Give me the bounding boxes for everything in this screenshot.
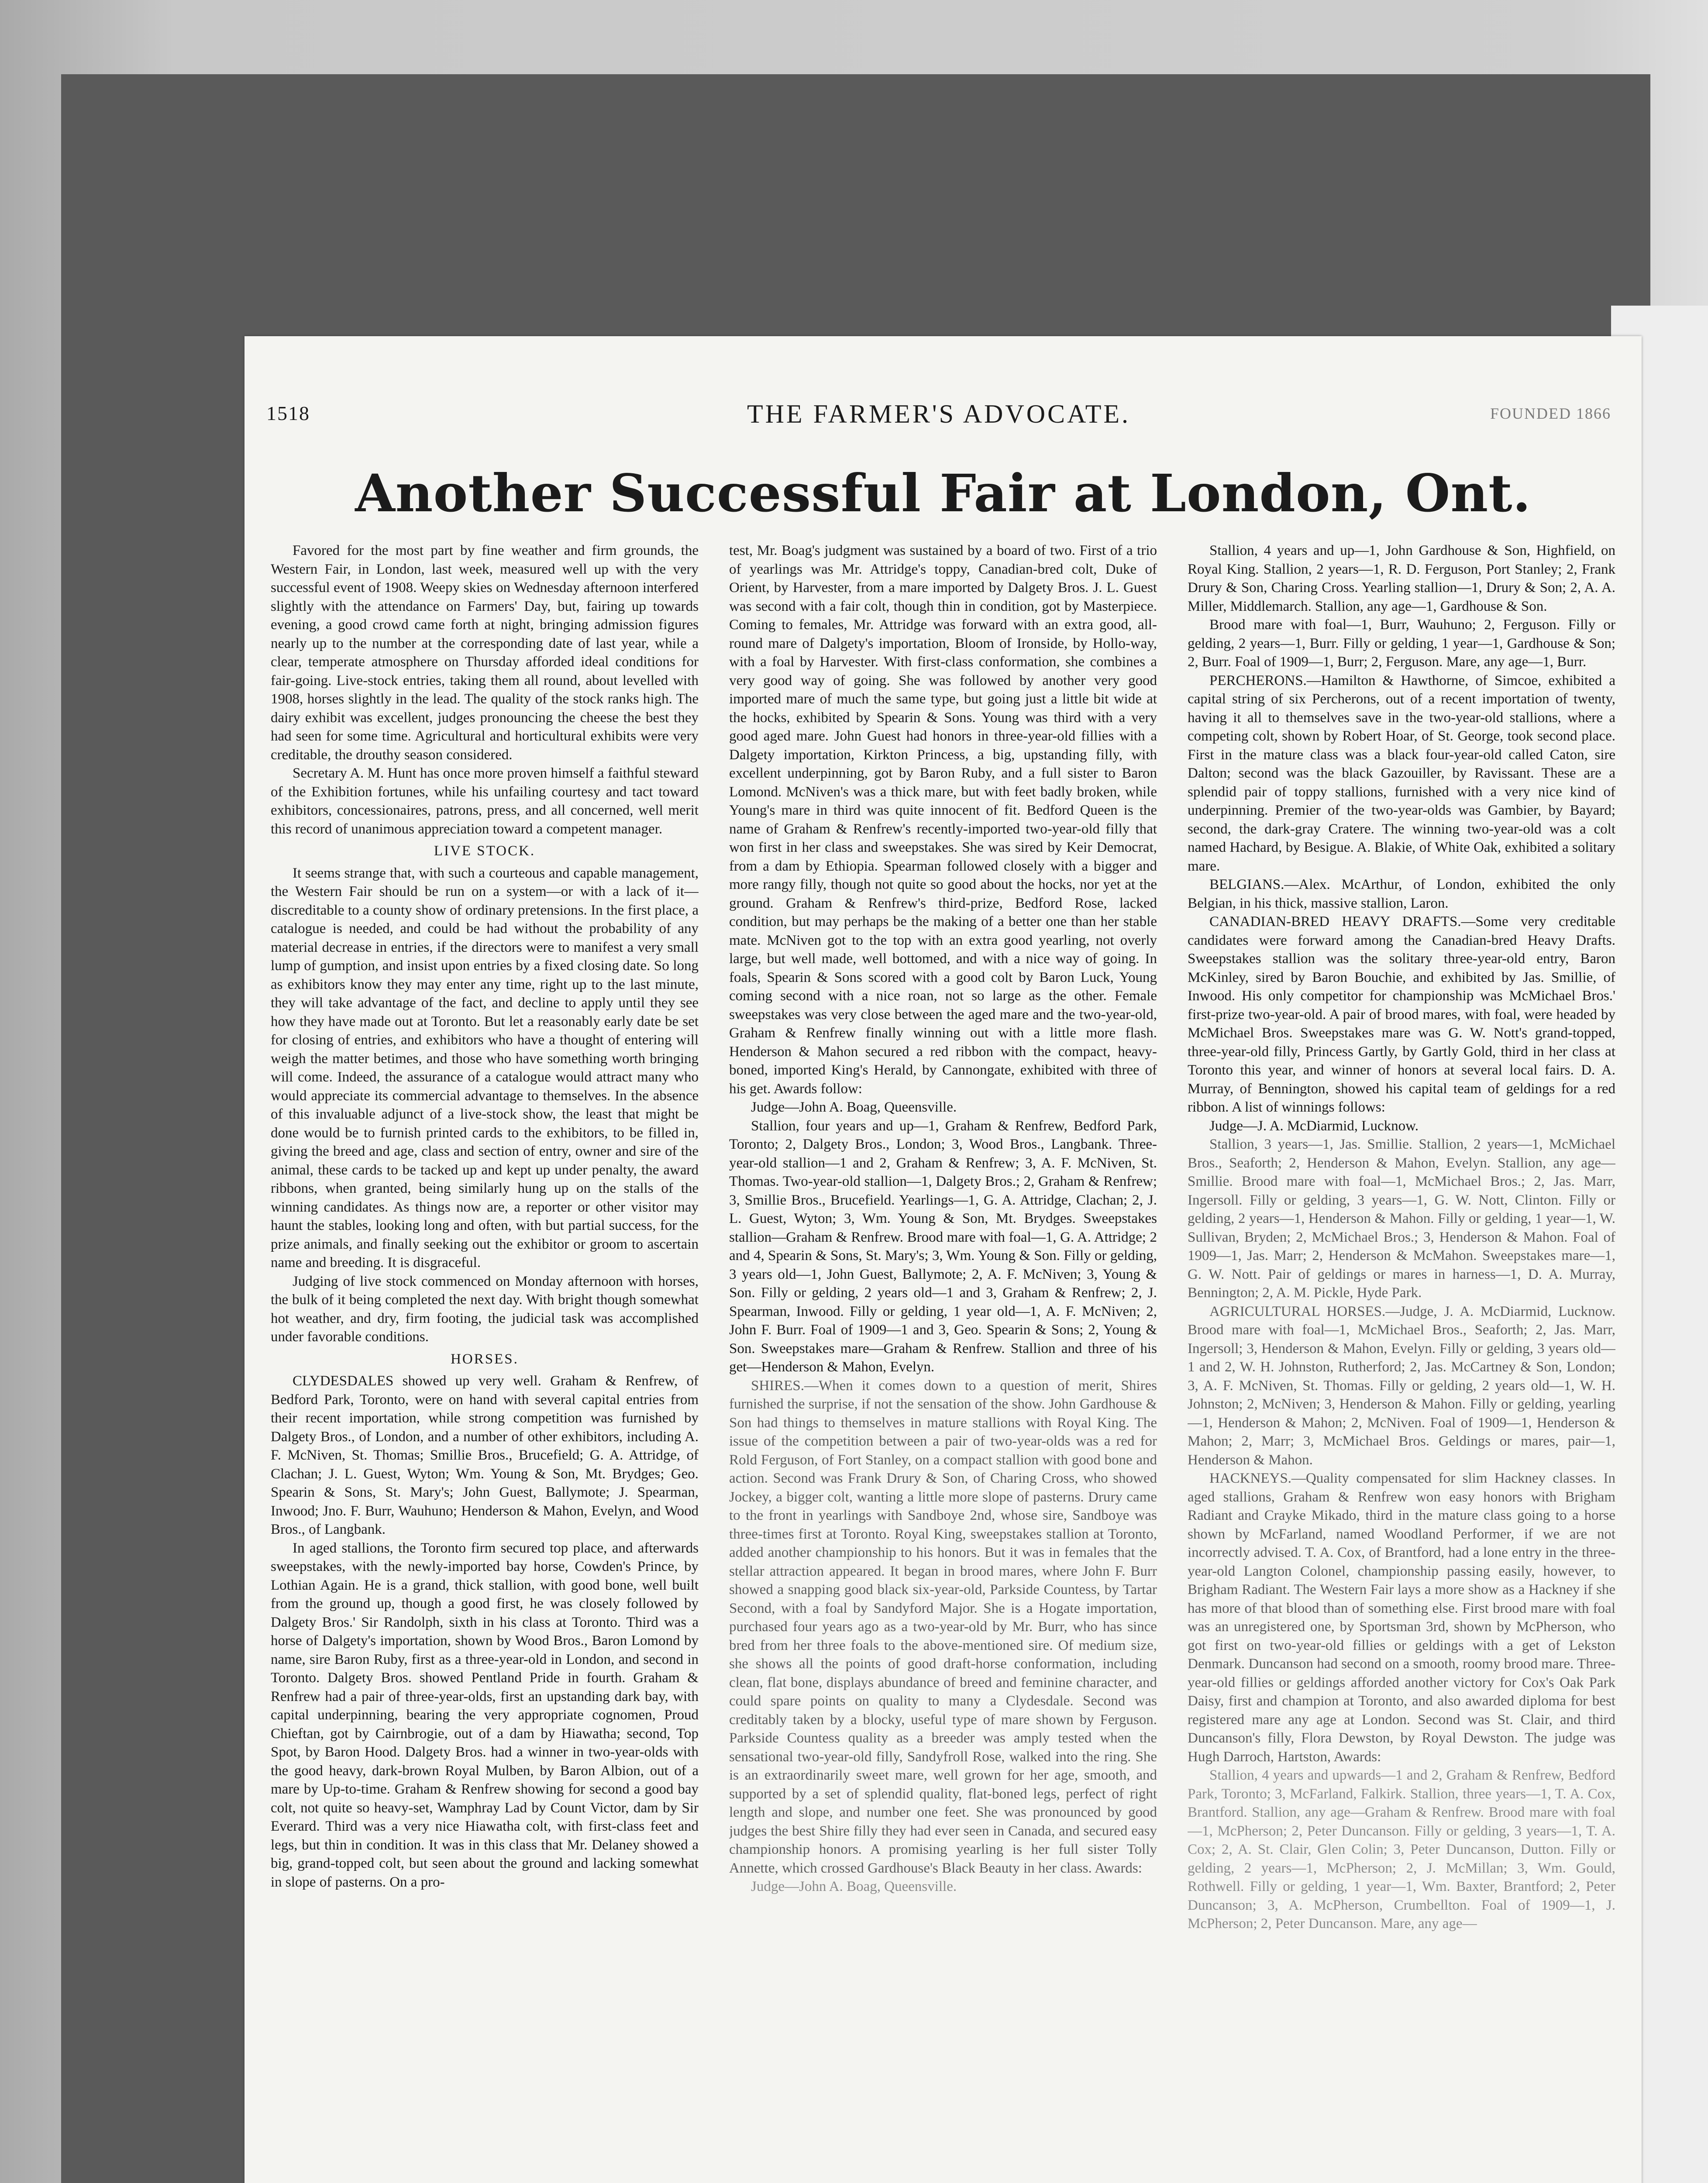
paragraph: HACKNEYS.—Quality compensated for slim Hackney classes. In aged stallions, Graham & Renfrew won easy honors with Brigham Radiant and Crayke Mikado, third in the mature class going to a horse shown by McFarland, named Woodland Performer, if we are not incorrectly advised. T. A. Cox, of Brantford, had a lone entry in the three-year-old Langton Colonel, championship passing easily, however, to Brigham Radiant. The Western Fair lays a more show as a Hackney if she has more of that blood than of something else. First brood mare with foal was an unregistered one, by Sportsman 3rd, shown by McPherson, who got first on two-year-old fillies or geldings with a get of Lekston Denmark. Duncanson had second on a smooth, roomy brood mare. Three-year-old fillies or geldings afforded another victory for Cox's Oak Park Daisy, first and champion at Toronto, and also awarded diploma for best registered mare any age at London. Second was St. Clair, and third Duncanson's filly, Flora Dewston, by Royal Dewston. The judge was Hugh Darroch, Hartston, Awards: bbox=[1188, 1470, 1615, 1765]
paragraph: test, Mr. Boag's judgment was sustained by a board of two. First of a trio of yearlings was Mr. Attridge's toppy, Canadian-bred colt, Duke of Orient, by Harvester, from a mare imported by Dalgety Bros. J. L. Guest was second with a fair colt, though thin in condition, got by Masterpiece. Coming to females, Mr. Attridge was forward with an extra good, all-round mare of Dalgety's importation, Bloom of Ironside, by Hollo-way, with a foal by Harvester. With first-class conformation, she combines a very good way of going. She was followed by another very good imported mare of much the same type, but going just a little bit wide at the hocks, exhibited by Spearin & Sons. Young was third with a very good aged mare. John Guest had honors in three-year-old fillies with a Dalgety importation, Kirkton Princess, a big, upstanding filly, with excellent underpinning, got by Baron Ruby, and a full sister to Baron Lomond. McNiven's was a thick mare, but with feet badly broken, while Young's mare in third was quite innocent of fit. Bedford Queen is the name of Graham & Renfrew's recently-imported two-year-old filly that won first in her class and sweepstakes. She was sired by Keir Democrat, from a dam by Ethiopia. Spearman followed closely with a bigger and more rangy filly, though not quite so good about the hocks, nor yet at the ground. Graham & Renfrew's third-prize, Bedford Rose, lacked condition, but may perhaps be the making of a better one than her stable mate. McNiven got to the top with an extra good yearling, not overly large, but well made, well bottomed, and with a nice way of going. In foals, Spearin & Sons scored with a good colt by Baron Luck, Young coming second with a nice roan, not so large as the other. Female sweepstakes was very close between the aged mare and the two-year-old, Graham & Renfrew finally winning out with a little more flash. Henderson & Mahon secured a red ribbon with the compact, heavy-boned, imported King's Herald, by Cannongate, exhibited with three of his get. Awards follow: bbox=[729, 543, 1157, 1097]
paragraph: CANADIAN-BRED HEAVY DRAFTS.—Some very creditable candidates were forward among the Canadian-bred Heavy Drafts. Sweepstakes stallion was the solitary three-year-old entry, Baron McKinley, sired by Baron Bouchie, and exhibited by Jas. Smillie, of Inwood. His only competitor for championship was McMichael Bros.' first-prize two-year-old. A pair of brood mares, with foal, were headed by McMichael Bros. Sweepstakes mare was G. W. Nott's grand-topped, three-year-old filly, Princess Gartly, by Gartly Gold, third in her class at Toronto this year, and winner of honors at several local fairs. D. A. Murray, of Bennington, showed his capital team of geldings for a red ribbon. A list of winnings follows: bbox=[1188, 914, 1615, 1115]
awards-list: Stallion, 4 years and upwards—1 and 2, Graham & Renfrew, Bedford Park, Toronto; 3, McFarland, Falkirk. Stallion, three years—1, T. A. Cox, Brantford. Stallion, any age—Graham & Renfrew. Brood mare with foal—1, McPherson; 2, Peter Duncanson. Filly or gelding, 3 years—1, T. A. Cox; 2, A. St. Clair, Glen Colin; 3, Peter Duncanson, Dutton. Filly or gelding, 2 years—1, McPherson; 2, J. McMillan; 3, Wm. Gould, Rothwell. Filly or gelding, 1 year—1, Wm. Baxter, Brantford; 2, Peter Duncanson; 3, A. McPherson, Crumbellton. Foal of 1909—1, J. McPherson; 2, Peter Duncanson. Mare, any age— bbox=[1188, 1767, 1615, 1932]
article-columns bbox=[271, 541, 1615, 2183]
running-title: THE FARMER'S ADVOCATE. bbox=[747, 399, 1131, 428]
column-left bbox=[271, 541, 699, 2183]
paragraph: Secretary A. M. Hunt has once more proven himself a faithful steward of the Exhibition fortunes, while his unfailing courtesy and tact toward exhibitors, concessionaires, patrons, press, and all concerned, well merit this record of unanimous appreciation toward a competent manager. bbox=[271, 765, 699, 837]
paragraph: Favored for the most part by fine weather and firm grounds, the Western Fair, in London, last week, measured well up with the very successful event of 1908. Weepy skies on Wednesday afternoon interfered slightly with the attendance on Farmers' Day, but, fairing up towards evening, a good crowd came forth at night, bringing admission figures nearly up to the number at the corresponding date of last year, while a clear, temperate atmosphere on Thursday afforded ideal conditions for fair-going. Live-stock entries, taking them all round, about levelled with 1908, horses slightly in the lead. The quality of the stock ranks high. The dairy exhibit was excellent, judges pronouncing the cheese the best they had seen for some time. Agricultural and horticultural exhibits were very creditable, the drouthy season considered. bbox=[271, 543, 699, 763]
paragraph: PERCHERONS.—Hamilton & Hawthorne, of Simcoe, exhibited a capital string of six Percherons, out of a recent importation of twenty, having it all to themselves save in the two-year-old stallions, where a competing colt, shown by Robert Hoar, of St. George, took second place. First in the mature class was a black four-year-old called Caton, sire Dalton; second was the black Gazouiller, by Ravissant. These are a splendid pair of toppy stallions, furnished with a very nice kind of underpinning. Premier of the two-year-olds was Gambier, by Bayard; second, the dark-gray Cratere. The winning two-year-old was a colt named Hachard, by Besigue. A. Blakie, of White Oak, exhibited a solitary mare. bbox=[1188, 672, 1615, 874]
judge-line: Judge—John A. Boag, Queensville. bbox=[751, 1879, 957, 1894]
section-heading-horses: HORSES. bbox=[451, 1351, 519, 1367]
section-heading-livestock: LIVE STOCK. bbox=[434, 843, 536, 859]
paragraph: Judging of live stock commenced on Monday afternoon with horses, the bulk of it being completed the next day. With bright though somewhat hot weather, and dry, firm footing, the judicial task was accomplished under favorable conditions. bbox=[271, 1273, 699, 1345]
paragraph: CLYDESDALES showed up very well. Graham & Renfrew, of Bedford Park, Toronto, were on hand with several capital entries from their recent importation, while strong competition was furnished by Dalgety Bros., of London, and a number of other exhibitors, including A. F. McNiven, St. Thomas; Smillie Bros., Brucefield; G. A. Attridge, of Clachan; J. L. Guest, Wyton; Wm. Young & Son, Mt. Brydges; Geo. Spearin & Sons, St. Mary's; John Guest, Ballymote; J. Spearman, Inwood; Jno. F. Burr, Wauhuno; Henderson & Mahon, Evelyn, and Wood Bros., of Langbank. bbox=[271, 1373, 699, 1537]
paragraph: In aged stallions, the Toronto firm secured top place, and afterwards sweepstakes, with the newly-imported bay horse, Cowden's Prince, by Lothian Again. He is a grand, thick stallion, with good bone, well built from the ground up, though a good first, he was closely followed by Dalgety Bros.' Sir Randolph, sixth in his class at Toronto. Third was a horse of Dalgety's importation, shown by Wood Bros., Baron Lomond by name, sire Baron Ruby, first as a three-year-old in London, and second in Toronto. Dalgety Bros. showed Pentland Pride in fourth. Graham & Renfrew had a pair of three-year-olds, first an upstanding dark bay, with capital underpinning, bearing the very appropriate cognomen, Proud Chieftan, got by Cairnbrogie, out of a dam by Hiawatha; second, Top Spot, by Baron Hood. Dalgety Bros. had a winner in two-year-olds with the good heavy, dark-brown Royal Mulben, by Baron Albion, out of a mare by Up-to-time. Graham & Renfrew showing for second a good bay colt, not quite so heavy-set, Wamphray Lad by Count Victor, dam by Sir Everard. Third was a very nice Hiawatha colt, with first-class feet and legs, but thin in condition. It was in this class that Mr. Delaney showed a big, grand-topped colt, but seen about the ground and lacking somewhat in slope of pasterns. On a pro- bbox=[271, 1540, 699, 1890]
judge-line: Judge—John A. Boag, Queensville. bbox=[751, 1099, 957, 1115]
paragraph: It seems strange that, with such a courteous and capable management, the Western Fair should be run on a system—or with a lack of it—discreditable to a county show of ordinary pretensions. In the first place, a catalogue is needed, and could be had without the probability of any material decrease in entries, if the directors were to manifest a very small lump of gumption, and insist upon entries by a fixed closing date. So long as exhibitors know they may enter any time, right up to the last minute, they will take advantage of the fact, and decline to apply until they see how they have made out at Toronto. But let a reasonably early date be set for closing of entries, and exhibitors who have a thought of entering will weigh the matter betimes, and those who have something worth bringing will come. Indeed, the assurance of a catalogue would attract many who would appreciate its commercial advantage to themselves. In the absence of this invaluable adjunct of a live-stock show, the least that might be done would be to furnish printed cards to the exhibitors, to be filled in, giving the breed and age, class and section of entry, owner and sire of the animal, these cards to be tacked up and kept up under penalty, the award ribbons, when granted, being similarly hung up on the stalls of the winning candidates. As things now are, a reporter or other visitor may haunt the stables, looking long and often, with but partial success, for the prize animals, and finally seeking out the exhibitor or groom to ascertain name and breeding. It is disgraceful. bbox=[271, 865, 699, 1271]
newspaper-page bbox=[244, 336, 1642, 2183]
column-middle bbox=[729, 541, 1157, 2183]
judge-line: Judge—J. A. McDiarmid, Lucknow. bbox=[1209, 1118, 1419, 1134]
awards-list: Stallion, four years and up—1, Graham & Renfrew, Bedford Park, Toronto; 2, Dalgety Bros., London; 3, Wood Bros., Langbank. Three-year-old stallion—1 and 2, Graham & Renfrew; 3, A. F. McNiven, St. Thomas. Two-year-old stallion—1, Dalgety Bros.; 2, Graham & Renfrew; 3, Smillie Bros., Brucefield. Yearlings—1, G. A. Attridge, Clachan; 2, J. L. Guest, Wyton; 3, Wm. Young & Son, Mt. Brydges. Sweepstakes stallion—Graham & Renfrew. Brood mare with foal—1, G. A. Attridge; 2 and 4, Spearin & Sons, St. Mary's; 3, Wm. Young & Son. Filly or gelding, 3 years old—1, John Guest, Ballymote; 2, A. F. McNiven; 3, Young & Son. Filly or gelding, 2 years old—1 and 3, Graham & Renfrew; 2, J. Spearman, Inwood. Filly or gelding, 1 year old—1, A. F. McNiven; 2, John F. Burr. Foal of 1909—1 and 3, Geo. Spearin & Sons; 2, Young & Son. Sweepstakes mare—Graham & Renfrew. Stallion and three of his get—Henderson & Mahon, Evelyn. bbox=[729, 1118, 1157, 1375]
paragraph: BELGIANS.—Alex. McArthur, of London, exhibited the only Belgian, in his thick, massive stallion, Laron. bbox=[1188, 877, 1615, 911]
awards-list: Stallion, 4 years and up—1, John Gardhouse & Son, Highfield, on Royal King. Stallion, 2 years—1, R. D. Ferguson, Port Stanley; 2, Frank Drury & Son, Charing Cross. Yearling stallion—1, Drury & Son; 2, A. A. Miller, Middlemarch. Stallion, any age—1, Gardhouse & Son. bbox=[1188, 543, 1615, 614]
awards-list: Brood mare with foal—1, Burr, Wauhuno; 2, Ferguson. Filly or gelding, 2 years—1, Burr. Filly or gelding, 1 year—1, Gardhouse & Son; 2, Burr. Foal of 1909—1, Burr; 2, Ferguson. Mare, any age—1, Burr. bbox=[1188, 617, 1615, 670]
column-right bbox=[1188, 541, 1615, 2183]
paragraph: AGRICULTURAL HORSES.—Judge, J. A. McDiarmid, Lucknow. Brood mare with foal—1, McMichael Bros., Seaforth; 2, Jas. Marr, Ingersoll; 3, Henderson & Mahon, Evelyn. Filly or gelding, 3 years old—1 and 2, W. H. Johnston, Rutherford; 2, Jas. McCartney & Son, London; 3, A. F. McNiven, St. Thomas. Filly or gelding, 2 years old—1, W. H. Johnston; 2, McNiven; 3, Henderson & Mahon. Filly or gelding, yearling—1, Henderson & Mahon; 2, McNiven. Foal of 1909—1, Henderson & Mahon; 2, Marr; 3, McMichael Bros. Geldings or mares, pair—1, Henderson & Mahon. bbox=[1188, 1303, 1615, 1468]
awards-list: Stallion, 3 years—1, Jas. Smillie. Stallion, 2 years—1, McMichael Bros., Seaforth; 2, Henderson & Mahon, Evelyn. Stallion, any age—Smillie. Brood mare with foal—1, McMichael Bros.; 2, Jas. Marr, Ingersoll. Filly or gelding, 3 years—1, G. W. Nott, Clinton. Filly or gelding, 2 years—1, Henderson & Mahon. Filly or gelding, 1 year—1, W. Sullivan, Bryden; 2, McMichael Bros.; 3, Henderson & Mahon. Foal of 1909—1, Jas. Marr; 2, Henderson & McMahon. Sweepstakes mare—1, G. W. Nott. Pair of geldings or mares in harness—1, D. A. Murray, Bennington; 2, A. M. Pickle, Hyde Park. bbox=[1188, 1136, 1615, 1301]
founded-notice: FOUNDED 1866 bbox=[1490, 405, 1611, 422]
page-header bbox=[266, 399, 1611, 437]
article-headline: Another Successful Fair at London, Ont. bbox=[355, 463, 1531, 523]
paragraph: SHIRES.—When it comes down to a question of merit, Shires furnished the surprise, if not the sensation of the show. John Gardhouse & Son had things to themselves in mature stallions with Royal King. The issue of the competition between a pair of two-year-olds was a red for Rold Ferguson, of Fort Stanley, on a compact stallion with good bone and action. Second was Frank Drury & Son, of Charing Cross, who showed Jockey, a bigger colt, wanting a little more slope of pasterns. Drury came to the front in yearlings with Sandboye 2nd, whose sire, Sandboye was three-times first at Toronto. Royal King, sweepstakes stallion at Toronto, added another championship to his honors. But it was in females that the stellar attraction appeared. It began in brood mares, where John F. Burr showed a snapping good black six-year-old, Parkside Countess, by Tartar Second, with a foal by Sandyford Major. She is a Hogate importation, purchased four years ago as a two-year-old by Mr. Burr, who has since bred from her three foals to the above-mentioned sire. Of medium size, she shows all the points of good draft-horse conformation, including clean, flat bone, displays abundance of breed and feminine character, and could spare points on quality to many a Clydesdale. Second was creditably taken by a blocky, useful type of mare shown by Ferguson. Parkside Countess quality as a breeder was amply tested when the sensational two-year-old filly, Sandyfroll Rose, walked into the ring. She is an extraordinarily sweet mare, well grown for her age, smooth, and supported by a set of splendid quality, flat-boned legs, perfect of right length and slope, and number one feet. She was pronounced by good judges the best Shire filly they had ever seen in Canada, and secured easy championship honors. A promising yearling is her full sister Tolly Annette, which crossed Gardhouse's Black Beauty in her class. Awards: bbox=[729, 1377, 1157, 1876]
page-number: 1518 bbox=[266, 402, 310, 424]
